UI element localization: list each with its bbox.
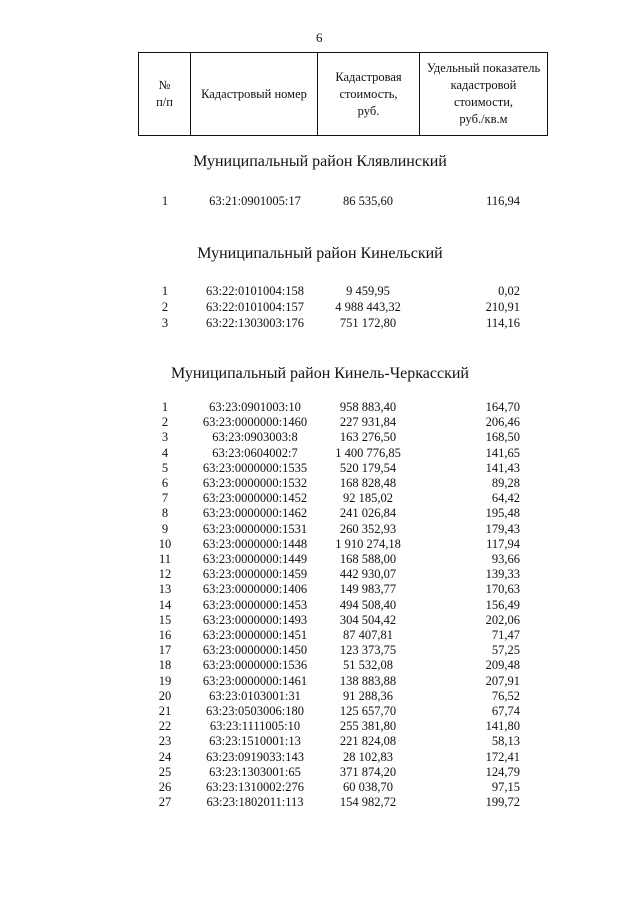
- table-row: [0, 719, 640, 735]
- cadastral-number: 63:23:0000000:1493: [202, 612, 308, 627]
- specific-value: 67,74: [491, 704, 520, 718]
- row-number: 2: [161, 300, 169, 314]
- cadastral-number: 63:23:0000000:1462: [202, 506, 308, 521]
- cadastral-value: 241 026,84: [339, 506, 397, 521]
- cadastral-number: 63:23:0000000:1531: [202, 521, 308, 536]
- cadastral-number: 63:22:1303003:176: [206, 316, 304, 330]
- specific-value: 114,16: [486, 316, 520, 330]
- cadastral-number: 63:23:0000000:1448: [202, 536, 308, 551]
- table-row: [0, 415, 640, 431]
- specific-value: 93,66: [491, 552, 520, 566]
- cadastral-value: 4 988 443,32: [335, 300, 401, 314]
- cadastral-number: 63:23:0903003:8: [212, 430, 298, 445]
- cadastral-number: 63:23:0000000:1449: [202, 552, 308, 566]
- cadastral-number: 63:23:0000000:1453: [202, 597, 308, 612]
- cadastral-value: 138 883,88: [339, 673, 397, 688]
- row-number: 10: [158, 536, 172, 551]
- row-number: 20: [158, 688, 172, 703]
- specific-value: 170,63: [485, 582, 520, 597]
- cadastral-value: 227 931,84: [339, 415, 397, 430]
- cadastral-value: 494 508,40: [339, 597, 397, 612]
- specific-value: 207,91: [485, 673, 520, 688]
- header-cadastral-value: Кадастровая стоимость, руб.: [318, 53, 420, 136]
- specific-value: 199,72: [485, 795, 520, 810]
- cadastral-number: 63:23:0000000:1459: [202, 567, 308, 582]
- row-number: 4: [161, 445, 169, 460]
- cadastral-number: 63:23:0000000:1536: [202, 658, 308, 673]
- cadastral-value: 60 038,70: [343, 780, 393, 794]
- row-number: 14: [158, 597, 172, 612]
- table-row: [0, 284, 640, 300]
- table-row: [0, 689, 640, 705]
- specific-value: 156,49: [485, 597, 520, 612]
- cadastral-value: 221 824,08: [339, 734, 397, 749]
- cadastral-number: 63:23:0000000:1452: [202, 491, 308, 506]
- row-number: 6: [161, 476, 169, 490]
- specific-value: 206,46: [485, 415, 520, 430]
- table-row: [0, 628, 640, 644]
- specific-value: 139,33: [485, 567, 520, 582]
- table-row: [0, 734, 640, 750]
- table-row: [0, 400, 640, 416]
- table-row: [0, 461, 640, 477]
- specific-value: 172,41: [485, 749, 520, 764]
- table-row: [0, 430, 640, 446]
- specific-value: 57,25: [491, 643, 520, 658]
- table-row: [0, 643, 640, 659]
- specific-value: 141,80: [485, 719, 520, 734]
- cadastral-value: 304 504,42: [339, 612, 397, 627]
- specific-value: 210,91: [485, 300, 520, 314]
- cadastral-value: 255 381,80: [339, 719, 397, 734]
- cadastral-value: 92 185,02: [343, 491, 393, 506]
- specific-value: 76,52: [491, 688, 520, 703]
- table-row: [0, 567, 640, 583]
- specific-value: 71,47: [491, 628, 520, 642]
- row-number: 1: [161, 194, 169, 208]
- specific-value: 124,79: [485, 764, 520, 779]
- cadastral-number: 63:23:0901003:10: [209, 400, 301, 414]
- cadastral-value: 442 930,07: [339, 567, 397, 582]
- specific-value: 141,43: [485, 460, 520, 475]
- cadastral-value: 371 874,20: [339, 764, 397, 779]
- cadastral-value: 9 459,95: [346, 284, 390, 298]
- row-number: 11: [158, 552, 172, 566]
- section-title: Муниципальный район Клявлинский: [193, 153, 447, 170]
- row-number: 8: [161, 506, 169, 521]
- cadastral-number: 63:22:0101004:157: [206, 300, 304, 314]
- table-row: [0, 795, 640, 811]
- column-header-table: [138, 52, 548, 136]
- row-number: 27: [158, 795, 172, 810]
- table-row: [0, 446, 640, 462]
- cadastral-number: 63:23:1802011:113: [206, 795, 304, 810]
- specific-value: 117,94: [486, 536, 520, 551]
- cadastral-value: 91 288,36: [343, 688, 393, 703]
- cadastral-number: 63:23:0000000:1450: [202, 643, 308, 658]
- cadastral-value: 154 982,72: [339, 795, 397, 810]
- row-number: 12: [158, 567, 172, 582]
- specific-value: 202,06: [485, 612, 520, 627]
- cadastral-value: 125 657,70: [339, 704, 397, 718]
- row-number: 2: [161, 415, 169, 430]
- cadastral-value: 86 535,60: [343, 194, 393, 208]
- table-row: [0, 658, 640, 674]
- header-specific-value: Удельный показатель кадастровой стоимости, руб./кв.м: [420, 53, 548, 136]
- section-title: Муниципальный район Кинельский: [197, 245, 443, 262]
- table-row: [0, 316, 640, 332]
- row-number: 22: [158, 719, 172, 734]
- table-row: [0, 780, 640, 796]
- cadastral-number: 63:23:0000000:1535: [202, 460, 308, 475]
- cadastral-number: 63:23:1310002:276: [206, 780, 304, 794]
- table-row: [0, 537, 640, 553]
- cadastral-number: 63:23:1510001:13: [209, 734, 301, 749]
- table-row: [0, 613, 640, 629]
- row-number: 1: [161, 400, 169, 414]
- cadastral-value: 168 588,00: [339, 552, 397, 566]
- row-number: 23: [158, 734, 172, 749]
- row-number: 7: [161, 491, 169, 506]
- cadastral-number: 63:23:0604002:7: [212, 445, 298, 460]
- specific-value: 97,15: [491, 780, 520, 794]
- table-row: [0, 300, 640, 316]
- specific-value: 195,48: [485, 506, 520, 521]
- cadastral-value: 958 883,40: [339, 400, 397, 414]
- table-row: [0, 552, 640, 568]
- cadastral-value: 51 532,08: [343, 658, 393, 673]
- table-row: [0, 582, 640, 598]
- section-title: Муниципальный район Кинель-Черкасский: [170, 365, 469, 382]
- specific-value: 58,13: [491, 734, 520, 749]
- cadastral-number: 63:23:0000000:1406: [202, 582, 308, 597]
- row-number: 25: [158, 764, 172, 779]
- row-number: 19: [158, 673, 172, 688]
- cadastral-value: 1 400 776,85: [335, 445, 401, 460]
- table-row: [0, 598, 640, 614]
- row-number: 3: [161, 430, 169, 445]
- header-num: № п/п: [139, 53, 191, 136]
- cadastral-value: 163 276,50: [339, 430, 397, 445]
- cadastral-number: 63:23:0000000:1532: [202, 476, 308, 490]
- specific-value: 116,94: [486, 194, 520, 208]
- row-number: 16: [158, 628, 172, 642]
- row-number: 18: [158, 658, 172, 673]
- table-row: [0, 765, 640, 781]
- specific-value: 141,65: [485, 445, 520, 460]
- specific-value: 164,70: [485, 400, 520, 414]
- specific-value: 89,28: [491, 476, 520, 490]
- cadastral-number: 63:23:0919033:143: [206, 749, 304, 764]
- row-number: 1: [161, 284, 169, 298]
- cadastral-value: 751 172,80: [339, 316, 397, 330]
- cadastral-value: 520 179,54: [339, 460, 397, 475]
- specific-value: 64,42: [491, 491, 520, 506]
- specific-value: 0,02: [498, 284, 520, 298]
- table-row: [0, 522, 640, 538]
- row-number: 5: [161, 460, 169, 475]
- cadastral-number: 63:22:0101004:158: [206, 284, 304, 298]
- table-row: [0, 506, 640, 522]
- cadastral-value: 168 828,48: [339, 476, 397, 490]
- table-row: [0, 491, 640, 507]
- row-number: 24: [158, 749, 172, 764]
- specific-value: 209,48: [485, 658, 520, 673]
- row-number: 17: [158, 643, 172, 658]
- row-number: 15: [158, 612, 172, 627]
- cadastral-value: 149 983,77: [339, 582, 397, 597]
- cadastral-value: 28 102,83: [343, 749, 393, 764]
- cadastral-number: 63:23:0000000:1451: [202, 628, 308, 642]
- cadastral-number: 63:23:0000000:1460: [202, 415, 308, 430]
- table-row: [0, 194, 640, 210]
- cadastral-number: 63:23:1303001:65: [209, 764, 301, 779]
- table-row: [0, 476, 640, 492]
- cadastral-value: 260 352,93: [339, 521, 397, 536]
- cadastral-value: 87 407,81: [343, 628, 393, 642]
- row-number: 9: [161, 521, 169, 536]
- cadastral-value: 123 373,75: [339, 643, 397, 658]
- row-number: 26: [158, 780, 172, 794]
- table-row: [0, 674, 640, 690]
- cadastral-number: 63:23:0503006:180: [206, 704, 304, 718]
- row-number: 21: [158, 704, 172, 718]
- specific-value: 179,43: [485, 521, 520, 536]
- header-cadastral-number: Кадастровый номер: [191, 53, 318, 136]
- table-row: [0, 750, 640, 766]
- specific-value: 168,50: [485, 430, 520, 445]
- page-number: 6: [316, 30, 323, 45]
- cadastral-value: 1 910 274,18: [335, 536, 401, 551]
- cadastral-number: 63:23:0103001:31: [209, 688, 301, 703]
- cadastral-number: 63:23:1111005:10: [209, 719, 301, 734]
- cadastral-number: 63:21:0901005:17: [209, 194, 301, 208]
- cadastral-number: 63:23:0000000:1461: [202, 673, 308, 688]
- row-number: 13: [158, 582, 172, 597]
- row-number: 3: [161, 316, 169, 330]
- table-row: [0, 704, 640, 720]
